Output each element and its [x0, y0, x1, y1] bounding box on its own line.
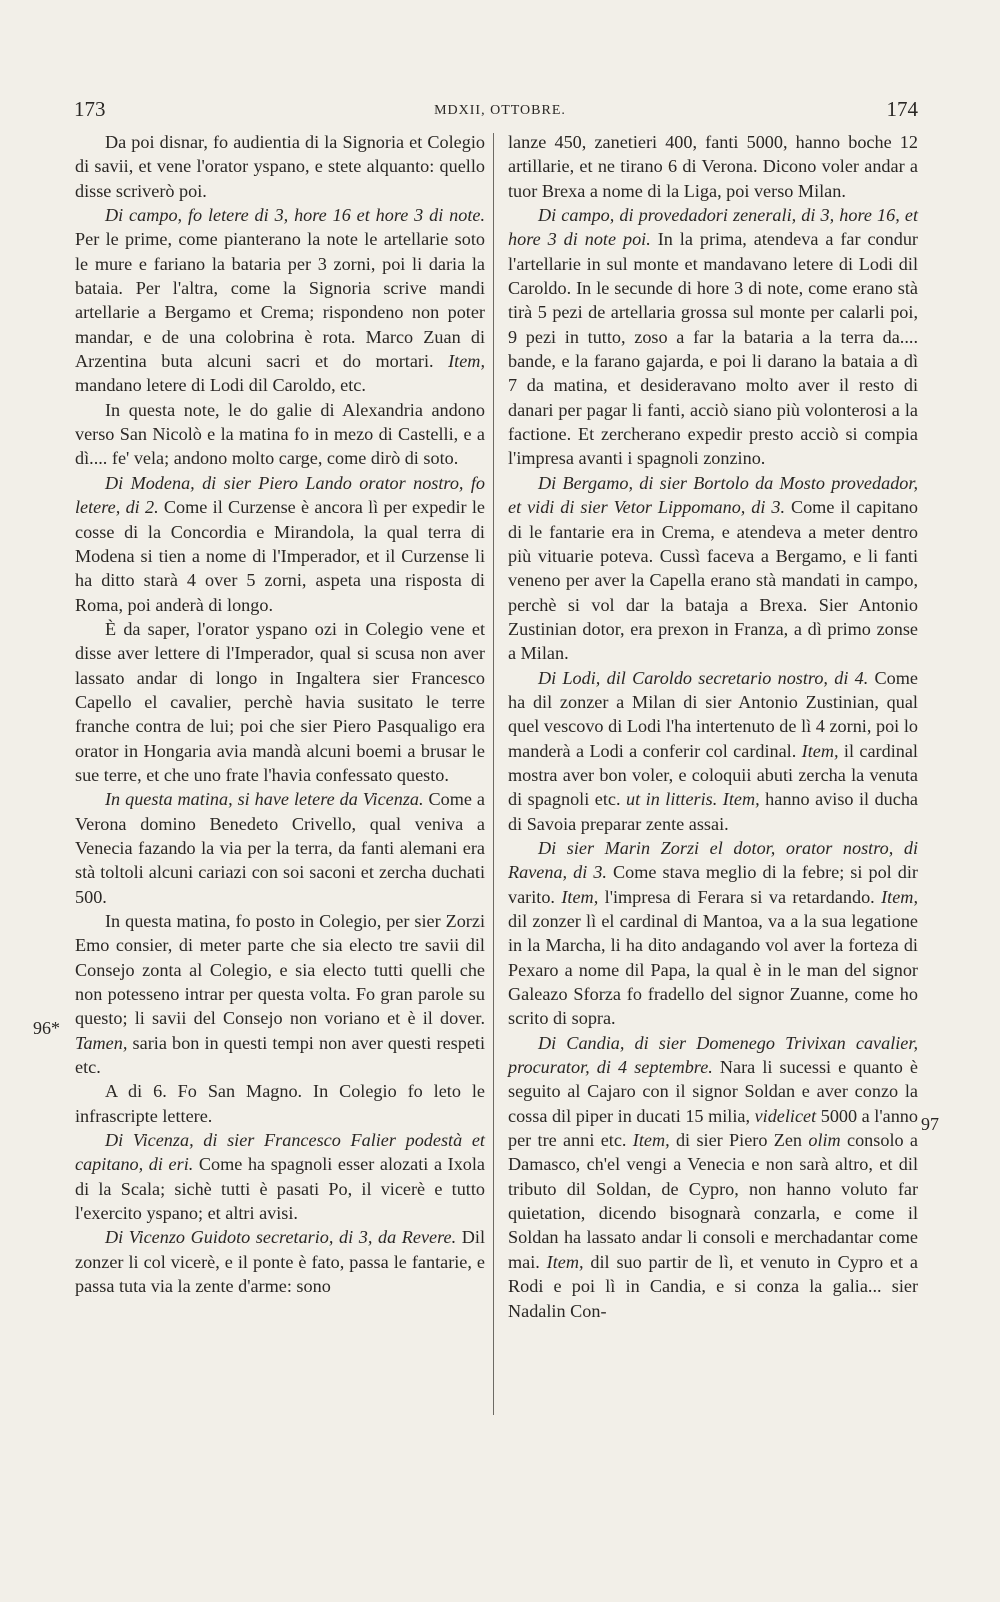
body-text: Per le prime, come pianterano la note le artellarie soto le mure e fariano la bataria per 3 zorni, poi li daria la bataia. Per l'altra, come la Signoria scrive mandi artellarie a Bergamo et Crema; rispondeno non poter mandar, e de una colobrina è rota. Marco Zuan di Arzentina buta alcuni sacri et do mortari.	[75, 229, 485, 372]
paragraph	[508, 203, 918, 471]
italic-text: Di campo, fo letere di 3, hore 16 et hore 3 di note.	[105, 205, 485, 226]
body-text: dil zonzer lì el cardinal di Mantoa, va a la sua legatione in la Marcha, li ha dito andagando vol aver la forteza di Pexaro a nome dil Papa, la qual è in le man del signor Galeazo Sforza fo fradello del signor Zuanne, come ho scrito di sopra.	[508, 911, 918, 1029]
paragraph	[75, 617, 485, 787]
body-text: Come il Curzense è ancora lì per expedir le cosse di la Concordia e Mirandola, la qual terra di Modena si tien a nome di l'Imperador, et il Curzense li ha ditto starà 4 over 5 zorni, aspeta una risposta di Roma, poi anderà di longo.	[75, 497, 485, 615]
body-text: Come stava meglio di la febre; si pol dir varito.	[508, 862, 918, 907]
italic-text: Di Modena, di sier Piero Lando orator nostro, fo letere, di 2.	[75, 472, 485, 518]
body-text: consolo a Damasco, ch'el vengi a Venecia e non sarà altro, et dil tributo dil Soldan, de Cypro, non hanno voluto far quietation, dicendo bisognarà conzarla, e come il Soldan ha lassato andar li consoli e merchadantar come mai.	[508, 1130, 918, 1272]
body-text: Come il capitano di le fantarie era in Crema, e atendeva a meter dentro più vituarie poteva. Cussì faceva a Bergamo, e li fanti veneno per aver la Capella erano stà mandati in campo, perchè si vol dar la bataja a Brexa. Sier Antonio Zustinian dotor, era prexon in Franza, a dì primo zonse a Milan.	[508, 497, 918, 664]
italic-text: Item,	[448, 351, 485, 372]
paragraph	[75, 1128, 485, 1225]
body-text: In questa note, le do galie di Alexandria andono verso San Nicolò e la matina fo in mezo di Castelli, e a dì.... fe' vela; andono molto carge, come dirò di soto.	[75, 399, 485, 469]
paragraph	[75, 203, 485, 398]
paragraph	[75, 1225, 485, 1298]
paragraph	[508, 836, 918, 1031]
paragraph	[508, 1031, 918, 1323]
italic-text: Di Vicenza, di sier Francesco Falier podestà et capitano, di eri.	[75, 1130, 485, 1175]
paragraph	[508, 471, 918, 666]
body-text: È da saper, l'orator yspano ozi in Colegio vene et disse aver lettere di l'Imperador, qual si scusa non aver lassato andar di longo in Ingaltera sier Francesco Capello el cavalier, perchè havia susitato le terre franche contra de lui; poi che sier Piero Pasqualigo era orator in Hongaria avia mandà alcuni boemi a brusar le sue terre, et che uno frate l'havia confessato questo.	[75, 618, 485, 785]
body-text: Come ha dil zonzer a Milan di sier Antonio Zustinian, qual quel vescovo di Lodi l'ha intertenuto de lì 4 zorni, poi lo manderà a Lodi a conferir col cardinal.	[508, 667, 918, 761]
running-header: MDXII, OTTOBRE.	[434, 103, 566, 118]
body-text: lanze 450, zanetieri 400, fanti 5000, hanno boche 12 artillarie, et ne tirano 6 di Verona. Dicono voler andar a tuor Brexa a nome di la Liga, poi verso Milan.	[508, 132, 918, 201]
body-text: In la prima, atendeva a far condur l'artellarie in sul monte et mandavano letere di Lodi dil Caroldo. In le secunde di hore 3 di note, come erano stà tirà 5 pezi de artellaria grossa sul monte per calarli poi, 9 pezi in tutto, zoso a far la bataria a la terra da.... bande, e la farano gajarda, e poi li darano la bataia a dì 7 da matina, et desideravano molto aver il resto di danari per pagar li fanti, acciò siano più volonterosi a la factione. Et zercherano expedir presto acciò si compia l'impresa avanti i spagnoli zonzino.	[508, 229, 918, 469]
paragraph	[75, 909, 485, 1079]
body-text: hanno aviso il ducha di Savoia preparar zente assai.	[508, 789, 918, 834]
italic-text: videlicet	[754, 1105, 817, 1126]
italic-text: Di Vicenzo Guidoto secretario, di 3, da Revere.	[105, 1227, 457, 1248]
body-text: di sier Piero Zen	[669, 1130, 809, 1151]
left-column	[75, 130, 485, 1299]
body-text: dil suo partir de lì, et venuto in Cypro et a Rodi e poi lì in Candia, e si conza la galia... sier Nadalin Con-	[508, 1251, 918, 1321]
paragraph	[508, 666, 918, 836]
paragraph	[75, 471, 485, 617]
italic-text: Item,	[881, 886, 918, 907]
italic-text: Di Bergamo, di sier Bortolo da Mosto provedador, et vidi di sier Vetor Lippomano, di 3.	[508, 472, 918, 518]
body-text: Come ha spagnoli esser alozati a Ixola di la Scala; sichè tutti è pasati Po, il vicerè e tutto l'exercito yspano; et altri avisi.	[75, 1154, 486, 1224]
italic-text: olim	[808, 1130, 841, 1151]
italic-text: Tamen,	[75, 1032, 128, 1053]
paragraph	[75, 130, 485, 203]
body-text: saria bon in questi tempi non aver questi respeti etc.	[75, 1032, 485, 1078]
italic-text: Item,	[561, 886, 599, 907]
italic-text: Item,	[801, 740, 839, 761]
margin-note-right: 97	[921, 1114, 939, 1134]
paragraph	[75, 787, 485, 909]
body-text: Da poi disnar, fo audientia di la Signoria et Colegio di savii, et vene l'orator yspano, e stete alquanto: quello disse scriverò poi.	[75, 132, 485, 201]
body-text: Nara li sucessi e quanto è seguito al Cajaro con il signor Soldan e aver conzo la cossa dil piper in ducati 15 milia,	[508, 1057, 918, 1126]
column-divider	[493, 133, 494, 1415]
paragraph	[75, 398, 485, 471]
body-text: mandano letere di Lodi dil Caroldo, etc.	[75, 375, 366, 396]
italic-text: Di campo, di provedadori zenerali, di 3, hore 16, et hore 3 di note poi.	[508, 205, 918, 250]
paragraph	[75, 1079, 485, 1128]
body-text: In questa matina, fo posto in Colegio, per sier Zorzi Emo consier, di meter parte che sia electo tre savii dil Consejo zonta al Colegio, e sia electo tutti quelli che non potesseno intrar per questa volta. Fo gran parole su questo; li savii del Consejo non voriano et è il dover.	[75, 911, 485, 1029]
body-text: il cardinal mostra aver bon voler, e coloquii abuti zercha la venuta di spagnoli etc.	[508, 740, 918, 810]
page-number-right: 174	[886, 97, 918, 121]
italic-text: Di Candia, di sier Domenego Trivixan cavalier, procurator, di 4 septembre.	[508, 1032, 918, 1078]
margin-note-left: 96*	[33, 1018, 60, 1038]
body-text: Come a Verona domino Benedeto Crivello, qual veniva a Venecia fazando la via per la terra, da fanti alemani era stà toltoli alcuni cariazi con soi saconi et zercha duchati 500.	[75, 789, 485, 907]
italic-text: In questa matina, si have letere da Vicenza.	[105, 789, 424, 810]
page-number-left: 173	[74, 97, 106, 121]
italic-text: Item,	[546, 1251, 584, 1272]
body-text: Dil zonzer li col vicerè, e il ponte è fato, passa le fantarie, e passa tuta via la zente d'arme: sono	[75, 1227, 485, 1297]
right-column	[508, 130, 918, 1323]
paragraph	[508, 130, 918, 203]
body-text: A di 6. Fo San Magno. In Colegio fo leto le infrascripte lettere.	[75, 1081, 485, 1126]
body-text: 5000 a l'anno per tre anni etc.	[508, 1105, 918, 1151]
italic-text: Di sier Marin Zorzi el dotor, orator nostro, di Ravena, di 3.	[508, 837, 918, 883]
italic-text: ut in litteris. Item,	[626, 789, 760, 810]
italic-text: Di Lodi, dil Caroldo secretario nostro, di 4.	[538, 667, 869, 688]
italic-text: Item,	[632, 1130, 670, 1151]
body-text: l'impresa di Ferara si va retardando.	[598, 886, 882, 907]
